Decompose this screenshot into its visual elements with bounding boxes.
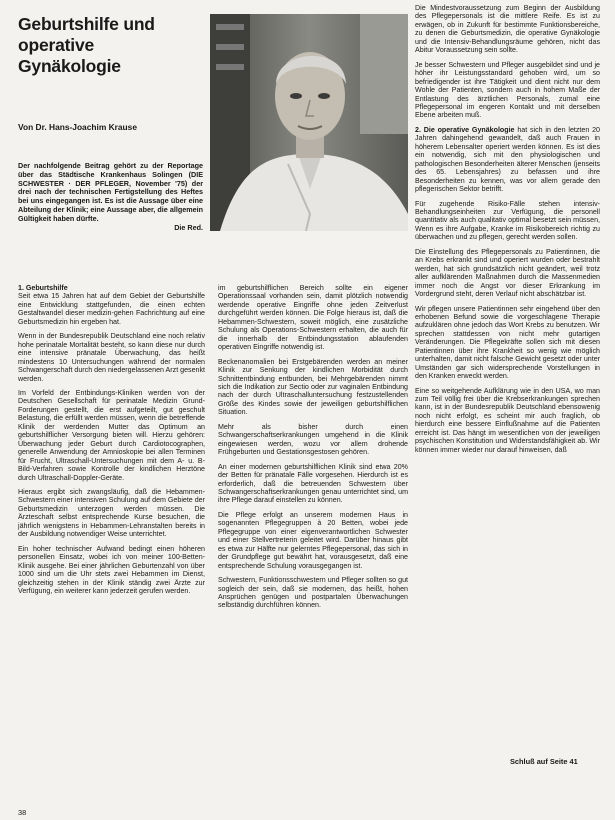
col2-paragraph-6: Schwestern, Funktionsschwestern und Pfleger sollten so gut sogleich der sein, daß sie modernen, das heißt, hohen Ansprüchen genügen und postpartalen Überwachungen selbständig durchführen können. bbox=[218, 576, 408, 610]
col2-paragraph-1: im geburtshilflichen Bereich sollte ein eigener Operationssaal vorhanden sein, damit plötzlich notwendig werdende operative Eingriffe ohne jeden Zeitverlust durchgeführt werden können. Die Folge hieraus ist, daß die Hebammen-Schwestern, soweit möglich, eine zusätzliche Schulung als Operations-Schwestern erhalten, die auch für die innerhalb der Entbindungsstation ablaufenden operativen Eingriffe notwendig ist. bbox=[218, 284, 408, 352]
col3-heading-2: 2. Die operative Gynäkologie bbox=[415, 125, 515, 134]
col3-paragraph-3: 2. Die operative Gynäkologie hat sich in den letzten 20 Jahren dahingehend gewandelt, daß auch Frauen in höherem Lebensalter operiert werden können. Es ist dies ein notwendig, sich mit den physiologischen und pathologischen Besonderheiten älterer Menschen (jenseits des 65. Lebensjahres) zu befassen und ihre Besonderheiten zu kennen, was vor allem gerade den pflegerischen Sektor betrifft. bbox=[415, 125, 600, 194]
col1-paragraph-5: Ein hoher technischer Aufwand bedingt einen höheren personellen Einsatz, wobei ich von meiner 100-Betten-Klinik ausgehe. Bei einer jährlichen Geburtenzahl von über 1000 sind um die Uhr stets zwei Hebammen im Dienst, gleichzeitig stehen in der Klinik ständig zwei Ärzte zur Verfügung, ein weiterer kann jederzeit gerufen werden. bbox=[18, 544, 205, 595]
title-line-1: Geburtshilfe und bbox=[18, 14, 155, 34]
intro-signature: Die Red. bbox=[174, 222, 203, 232]
continuation-note: Schluß auf Seite 41 bbox=[510, 757, 578, 766]
col1-paragraph-1: 1. Geburtshilfe Seit etwa 15 Jahren hat auf dem Gebiet der Geburtshilfe eine Entwicklung stattgefunden, die einen echten Gestaltwandel dieser medizin-gehen Fachrichtung auf eine Geburtsmedizin hin ergeben hat. bbox=[18, 284, 205, 326]
intro-box bbox=[18, 162, 203, 232]
author-byline: Von Dr. Hans-Joachim Krause bbox=[18, 122, 137, 132]
portrait-image bbox=[210, 14, 408, 231]
col1-paragraph-2: Wenn in der Bundesrepublik Deutschland eine noch relativ hohe perinatale Mortalität besteht, so kann diese nur durch eine intensive pränatale Überwachung, das heißt mindestens 10 Untersuchungen während der normalen Schwangerschaft durch den niedergelassenen Arzt gesenkt werden. bbox=[18, 332, 205, 383]
col1-heading-1: 1. Geburtshilfe bbox=[18, 284, 68, 292]
col3-paragraph-6: Wir pflegen unsere Patientinnen sehr eingehend über den erhobenen Befund sowie die vorgeschlagene Therapie aufzuklären ohne jedoch das Wort Krebs zu benutzen. Wir sprechen stattdessen von nicht mehr gutartigen Veränderungen. Die Pflegekräfte sollen sich mit diesen Patientinnen über ihre Krankheit so wenig wie möglich unterhalten, damit nicht falsche Gewicht gesetzt oder unter Umständen gar sich widersprechende Vorstellungen in den Kranken erweckt werden. bbox=[415, 304, 600, 381]
col3-paragraph-1: Die Mindestvoraussetzung zum Beginn der Ausbildung des Pflegepersonals ist die mittlere Reife. Es ist zu erwägen, ob in Zukunft für bestimmte Funktionsbereiche, zu denen die Geburtsmedizin, die operative Gynäkologie und die Intensiv-Behandlungsräume gehören, nicht das Abitur Voraussetzung sein sollte. bbox=[415, 4, 600, 55]
title-line-3: Gynäkologie bbox=[18, 56, 121, 76]
col3-paragraph-7: Eine so weitgehende Aufklärung wie in den USA, wo man zum Teil völlig frei über die Krebserkrankungen sprechen kann, ist in der Bundesrepublik Deutschland ebensowenig noch nicht erfolgt, es scheint mir auch fraglich, ob hierdurch eine bessere Einflußnahme auf die Patienten erreicht ist. Das hängt im wesentlichen von der jeweiligen psychischen Konstitution und Widerstandsfähigkeit ab. Wir können immer wieder nur darauf hinweisen, daß bbox=[415, 386, 600, 454]
col2-paragraph-2: Beckenanomalien bei Erstgebärenden werden an meiner Klinik zur Senkung der kindlichen Morbidität durch Schnittentbindung entbunden, bei Mehrgebärenden nimmt sich die Indikation zur Sectio oder zur vaginalen Entbindung nach der durch Ultraschalluntersuchung festzustellenden Größe des Kindes sowie der jeweiligen geburtshilflichen Situation. bbox=[218, 357, 408, 417]
col3-paragraph-4: Für zugehende Risiko-Fälle stehen intensiv-Behandlungseinheiten zur Verfügung, die personell quantitativ als auch qualitativ optimal besetzt sein müssen, Wenn es ihre Aufgabe, Kranke im Risikobereich richtig zu überwachen und zu pflegen, gerecht werden sollen. bbox=[415, 199, 600, 242]
column-2 bbox=[218, 284, 408, 616]
page-number: 38 bbox=[18, 808, 27, 817]
column-3 bbox=[415, 4, 600, 460]
col3-paragraph-2: Je besser Schwestern und Pfleger ausgebildet sind und je höher ihr Leistungsstandard gehoben wird, um so befriedigender ist ihre Tätigkeit und dient nicht nur dem Wohle der Patienten, sondern auch in hohem Maße der Entlastung des ärztlichen Personals, zumal eine Pflegepersonal im engeren Kontakt und mit derselben Ebene arbeiten muß. bbox=[415, 60, 600, 120]
col3-paragraph-5: Die Einstellung des Pflegepersonals zu Patientinnen, die an Krebs erkrankt sind und operiert wurden oder bestrahlt werden, hat sich grundsätzlich nicht geändert, weil trotz aller aufklärenden Maßnahmen durch die Massenmedien immer noch die Angst vor dieser Erkrankung im Vordergrund steht, deren Verlauf nicht abschätzbar ist. bbox=[415, 247, 600, 299]
col1-paragraph-4: Hieraus ergibt sich zwangsläufig, daß die Hebammen-Schwestern einer intensiven Schulung auf dem Gebiete der Geburtsmedizin unterzogen werden müssen. Die Ärzteschaft selbst entsprechende Kurse besuchen, die jährlich wenigstens in Hebammen-Lehranstalten bereits in der Ausbildung notwendiger Weise unterrichtet. bbox=[18, 487, 205, 539]
col1-paragraph-3: Im Vorfeld der Entbindungs-Kliniken werden von der Deutschen Gesellschaft für perinatale Medizin Grund-Forderungen gestellt, die erst aufgeteilt, gut geschult Belastung, die erfüllt werden müssen, wenn die betreffende Klinik der werdenden Mutter das Optimum an geburtshilflicher Versorgung bieten will. Hierzu gehören: Überwachung jeder Geburt durch Cardiotocographen, generelle Anwendung der Amnioskopie bei allen Terminen für Frucht, Ultraschall-Untersuchungen mit dem A- u. B-Bild-Verfahren sowie Kontrolle der kindlichen Herztöne durch Ultraschall-Doppler-Geräte. bbox=[18, 388, 205, 482]
title-line-2: operative bbox=[18, 35, 95, 55]
col2-paragraph-5: Die Pflege erfolgt an unserem modernen Haus in sogenannten Pflegegruppen à 20 Betten, wobei jede Pflegegruppe von einer eigenverantwortlichen Schwester und einer Stellvertreterin geleitet wird. Darüber hinaus gibt es etwa zur Hälfte nur gelerntes Pflegepersonal, das sich in der Grundpflege gut bewährt hat, vorausgesetzt, daß eine entsprechende Schulung vorausgegangen ist. bbox=[218, 510, 408, 570]
col2-paragraph-4: An einer modernen geburtshilflichen Klinik sind etwa 20% der Betten für pränatale Fälle vorgesehen. Hierdurch ist es erforderlich, daß die betreuenden Schwestern über Schwangerschaftserkrankungen genau unterrichtet sind, um ihre Pflege darauf einstellen zu können. bbox=[218, 462, 408, 505]
article-title bbox=[18, 14, 208, 77]
intro-text: Der nachfolgende Beitrag gehört zu der Reportage über das Städtische Krankenhaus Solingen (DIE SCHWESTER · DER PFLEGER, November '75) der drei nach der technischen Fertigstellung des Heftes bei uns eingegangen ist. Es ist die Aussage über eine Abteilung der Klinik; eine Aussage aber, die allgemein Gültigkeit haben dürfte. bbox=[18, 161, 203, 223]
col2-paragraph-3: Mehr als bisher durch einen Schwangerschaftserkrankungen umgehend in die Klinik eingewiesen werden, wozu vor allem drohende Frühgeburten und Gestationsgestosen gehören. bbox=[218, 422, 408, 457]
column-1 bbox=[18, 284, 205, 601]
author-photo bbox=[210, 14, 408, 231]
